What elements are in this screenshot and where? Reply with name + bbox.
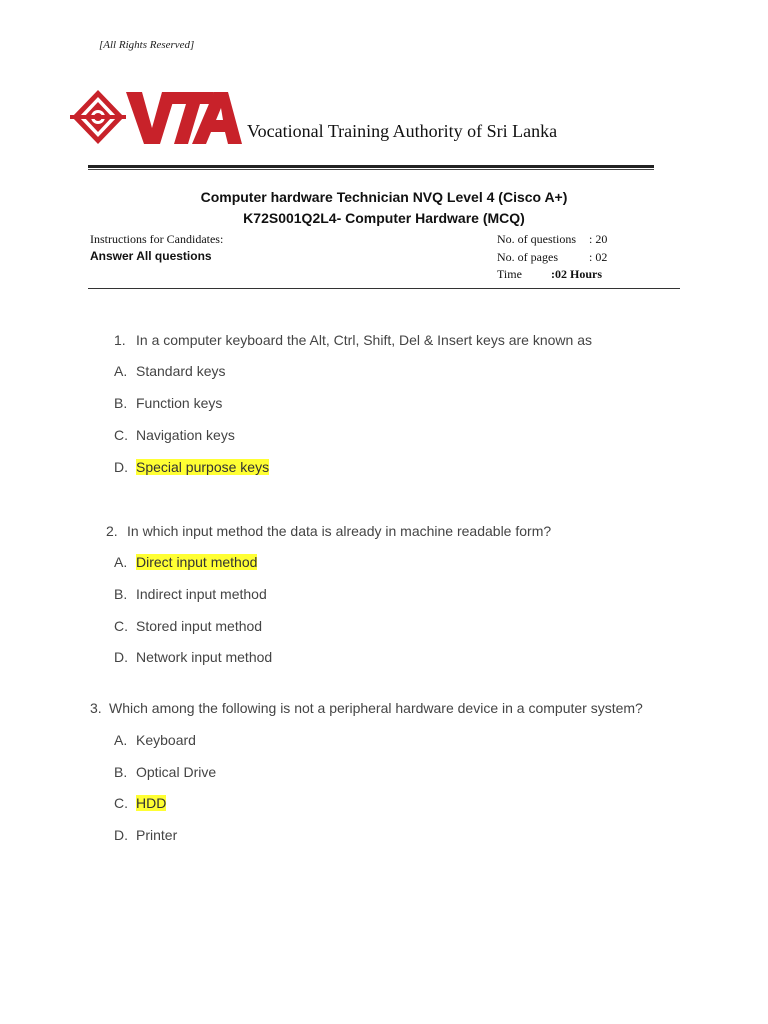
question-text: Which among the following is not a peripheral hardware device in a computer system?	[109, 700, 643, 716]
meta-time	[497, 267, 602, 282]
option-letter: A.	[114, 554, 128, 570]
question-number: 3.	[90, 700, 102, 716]
option-letter: D.	[114, 827, 128, 843]
option-letter: D.	[114, 649, 128, 665]
meta-pages-value: : 02	[589, 250, 608, 264]
option-letter: A.	[114, 732, 128, 748]
meta-pages	[497, 250, 608, 265]
option-text-highlighted: HDD	[136, 795, 167, 811]
question-1	[114, 332, 592, 348]
meta-questions-label: No. of questions	[497, 232, 576, 246]
option-text: Printer	[136, 827, 178, 843]
option-text-highlighted: Special purpose keys	[136, 459, 270, 475]
option-text: Standard keys	[136, 363, 226, 379]
option-letter: D.	[114, 459, 128, 475]
question-2-option-c	[114, 618, 262, 634]
question-number: 1.	[114, 332, 126, 348]
question-2-option-d	[114, 649, 272, 665]
question-3	[90, 700, 643, 716]
option-text: Optical Drive	[136, 764, 217, 780]
question-text: In which input method the data is already in machine readable form?	[127, 523, 552, 539]
option-letter: A.	[114, 363, 128, 379]
question-2-option-a	[114, 554, 257, 570]
question-3-option-c	[114, 795, 166, 811]
exam-subtitle: K72S001Q2L4- Computer Hardware (MCQ)	[243, 210, 525, 226]
logo-emblem-icon	[70, 90, 126, 144]
instructions-divider	[88, 288, 680, 289]
question-1-option-b	[114, 395, 222, 411]
exam-title: Computer hardware Technician NVQ Level 4 (Cisco A+)	[200, 189, 568, 205]
option-letter: C.	[114, 618, 128, 634]
question-1-option-a	[114, 363, 226, 379]
option-letter: C.	[114, 795, 128, 811]
option-text-highlighted: Direct input method	[136, 554, 258, 570]
instructions-value: Answer All questions	[90, 249, 212, 263]
organization-name: Vocational Training Authority of Sri Lanka	[247, 121, 558, 141]
option-text: Stored input method	[136, 618, 263, 634]
vta-logo	[68, 86, 243, 148]
header-divider-thin	[88, 169, 654, 170]
meta-time-value: :02 Hours	[551, 267, 602, 281]
question-1-option-d	[114, 459, 269, 475]
question-number: 2.	[106, 523, 118, 539]
question-3-option-d	[114, 827, 177, 843]
instructions-label: Instructions for Candidates:	[90, 232, 224, 246]
question-1-option-c	[114, 427, 235, 443]
option-text: Function keys	[136, 395, 223, 411]
option-text: Navigation keys	[136, 427, 235, 443]
option-letter: B.	[114, 586, 128, 602]
option-text: Keyboard	[136, 732, 196, 748]
logo-letters-icon	[126, 92, 242, 144]
question-text: In a computer keyboard the Alt, Ctrl, Shift, Del & Insert keys are known as	[136, 332, 592, 348]
question-3-option-b	[114, 764, 216, 780]
meta-questions	[497, 232, 608, 247]
question-2	[106, 523, 551, 539]
header-divider	[88, 165, 654, 168]
option-text: Indirect input method	[136, 586, 267, 602]
option-text: Network input method	[136, 649, 273, 665]
question-2-option-b	[114, 586, 267, 602]
option-letter: B.	[114, 395, 128, 411]
question-3-option-a	[114, 732, 196, 748]
meta-pages-label: No. of pages	[497, 250, 558, 264]
rights-notice: [All Rights Reserved]	[99, 39, 195, 51]
option-letter: C.	[114, 427, 128, 443]
meta-time-label: Time	[497, 267, 522, 281]
option-letter: B.	[114, 764, 128, 780]
meta-questions-value: : 20	[589, 232, 608, 246]
